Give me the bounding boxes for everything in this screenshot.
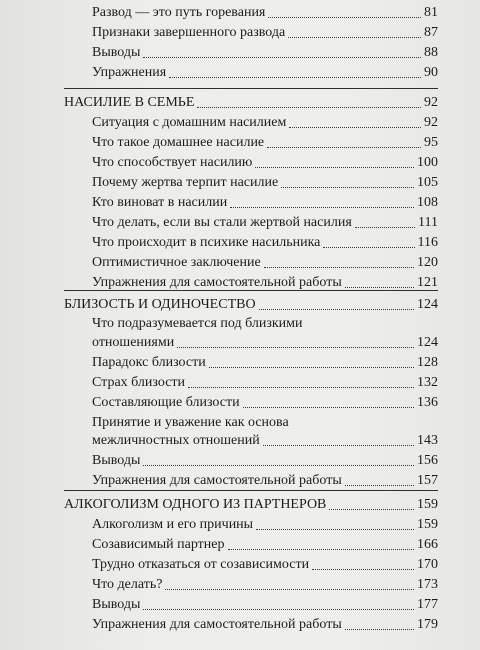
toc-entry-page: 81 [424, 5, 438, 20]
toc-entry-page: 166 [417, 537, 438, 552]
toc-entry [92, 576, 438, 594]
dot-leader [228, 549, 415, 550]
dot-leader [169, 77, 421, 78]
toc-entry-page: 132 [417, 375, 438, 390]
dot-leader [143, 57, 421, 58]
toc-entry-title: Алкоголизм и его причины [92, 517, 254, 532]
toc-entry-page: 159 [417, 517, 438, 532]
toc-entry-page: 136 [417, 395, 438, 410]
toc-entry-title: Парадокс близости [92, 355, 206, 370]
dot-leader [288, 37, 421, 38]
dot-leader [188, 387, 414, 388]
dot-leader [264, 267, 414, 268]
toc-entry [92, 536, 438, 554]
toc-entry-title: Выводы [92, 45, 141, 60]
toc-entry-page: 116 [417, 235, 438, 250]
toc-entry [92, 154, 438, 172]
toc-entry-title: Кто виноват в насилии [92, 195, 228, 210]
toc-entry-page: 120 [417, 255, 438, 270]
toc-entry-title: Страх близости [92, 375, 186, 390]
toc-entry-title: Трудно отказаться от созависимости [92, 557, 310, 572]
toc-entry-title: Почему жертва терпит насилие [92, 175, 279, 190]
toc-entry-page: 177 [417, 597, 438, 612]
toc-chapter [64, 496, 438, 514]
toc-entry-title: Созависимый партнер [92, 537, 225, 552]
toc-entry [92, 394, 438, 412]
dot-leader [345, 629, 414, 630]
toc-entry-title: Что делать? [92, 577, 163, 592]
toc-entry-page: 170 [417, 557, 438, 572]
dot-leader [312, 569, 414, 570]
toc-entry-title: Что делать, если вы стали жертвой насилия [92, 215, 352, 230]
toc-entry-page: 143 [417, 433, 438, 448]
dot-leader [243, 407, 414, 408]
toc-entry-title: Упражнения [92, 65, 167, 80]
toc-entry [92, 114, 438, 132]
dot-leader [256, 529, 414, 530]
toc-entry-page: 105 [417, 175, 438, 190]
section-divider [64, 290, 438, 291]
toc-chapter [64, 94, 438, 112]
toc-entry-title: межличностных отношений [92, 433, 260, 448]
toc-entry-page: 124 [417, 297, 438, 312]
toc-entry [92, 354, 438, 372]
toc-entry-title: Выводы [92, 453, 141, 468]
dot-leader [323, 247, 414, 248]
toc-entry [92, 374, 438, 392]
dot-leader [281, 187, 414, 188]
toc-entry-page: 121 [417, 275, 438, 290]
toc-entry-page: 157 [417, 473, 438, 488]
dot-leader [259, 309, 414, 310]
dot-leader [230, 207, 414, 208]
toc-entry-page: 179 [417, 617, 438, 632]
toc-chapter-title: БЛИЗОСТЬ И ОДИНОЧЕСТВО [64, 297, 256, 312]
toc-entry-title: Упражнения для самостоятельной работы [92, 473, 342, 488]
dot-leader [255, 167, 414, 168]
toc-entry [92, 452, 438, 470]
section-divider [64, 88, 438, 89]
toc-entry-title: Развод — это путь горевания [92, 5, 266, 20]
dot-leader [263, 445, 414, 446]
toc-entry-title: Что способствует насилию [92, 155, 253, 170]
toc-entry-title: Составляющие близости [92, 395, 240, 410]
dot-leader [143, 465, 414, 466]
toc-chapter-title: АЛКОГОЛИЗМ ОДНОГО ИЗ ПАРТНЕРОВ [64, 497, 327, 512]
dot-leader [209, 367, 414, 368]
toc-entry [92, 44, 438, 62]
toc-entry-page: 90 [424, 65, 438, 80]
toc-entry [92, 24, 438, 42]
toc-entry-page: 92 [424, 115, 438, 130]
toc-entry [92, 616, 438, 634]
toc-entry-page: 173 [417, 577, 438, 592]
toc-entry-title: Оптимистичное заключение [92, 255, 261, 270]
dot-leader [268, 17, 421, 18]
toc-chapter-title: НАСИЛИЕ В СЕМЬЕ [64, 95, 195, 110]
dot-leader [267, 147, 421, 148]
toc-entry-page: 108 [417, 195, 438, 210]
dot-leader [345, 485, 414, 486]
toc-entry [92, 64, 438, 82]
toc-entry-title: Что такое домашнее насилие [92, 135, 265, 150]
toc-entry-page: 92 [424, 95, 438, 110]
toc-entry-page: 159 [417, 497, 438, 512]
toc-entry-title-line1: Что подразумевается под близкими [92, 316, 303, 331]
toc-entry-title: Что происходит в психике насильника [92, 235, 321, 250]
toc-entry [92, 556, 438, 574]
toc-entry [92, 214, 438, 232]
dot-leader [197, 107, 421, 108]
toc-entry-page: 88 [424, 45, 438, 60]
toc-entry-title: Ситуация с домашним насилием [92, 115, 287, 130]
toc-entry [92, 596, 438, 614]
dot-leader [165, 589, 414, 590]
toc-entry [92, 234, 438, 252]
toc-entry [92, 516, 438, 534]
toc-entry-page: 87 [424, 25, 438, 40]
toc-entry [92, 134, 438, 152]
section-divider [64, 490, 438, 491]
toc-entry-page: 156 [417, 453, 438, 468]
toc-entry [92, 194, 438, 212]
toc-entry-title: Упражнения для самостоятельной работы [92, 275, 342, 290]
dot-leader [143, 609, 414, 610]
toc-entry-page: 124 [417, 335, 438, 350]
toc-entry [92, 472, 438, 490]
toc-entry-page: 95 [424, 135, 438, 150]
toc-entry-title: Признаки завершенного развода [92, 25, 286, 40]
dot-leader [289, 127, 421, 128]
toc-entry [92, 432, 438, 450]
toc-entry [92, 4, 438, 22]
toc-entry-page: 111 [418, 215, 438, 230]
dot-leader [177, 347, 414, 348]
toc-entry [92, 174, 438, 192]
toc-entry-title: Упражнения для самостоятельной работы [92, 617, 342, 632]
toc-entry [92, 334, 438, 352]
toc-entry-page: 100 [417, 155, 438, 170]
toc-entry-page: 128 [417, 355, 438, 370]
dot-leader [329, 509, 414, 510]
toc-entry [92, 254, 438, 272]
toc-chapter [64, 296, 438, 314]
dot-leader [345, 287, 414, 288]
dot-leader [355, 227, 415, 228]
toc-entry-title: отношениями [92, 335, 175, 350]
toc-entry-title: Выводы [92, 597, 141, 612]
toc-entry-title-line1: Принятие и уважение как основа [92, 415, 289, 430]
